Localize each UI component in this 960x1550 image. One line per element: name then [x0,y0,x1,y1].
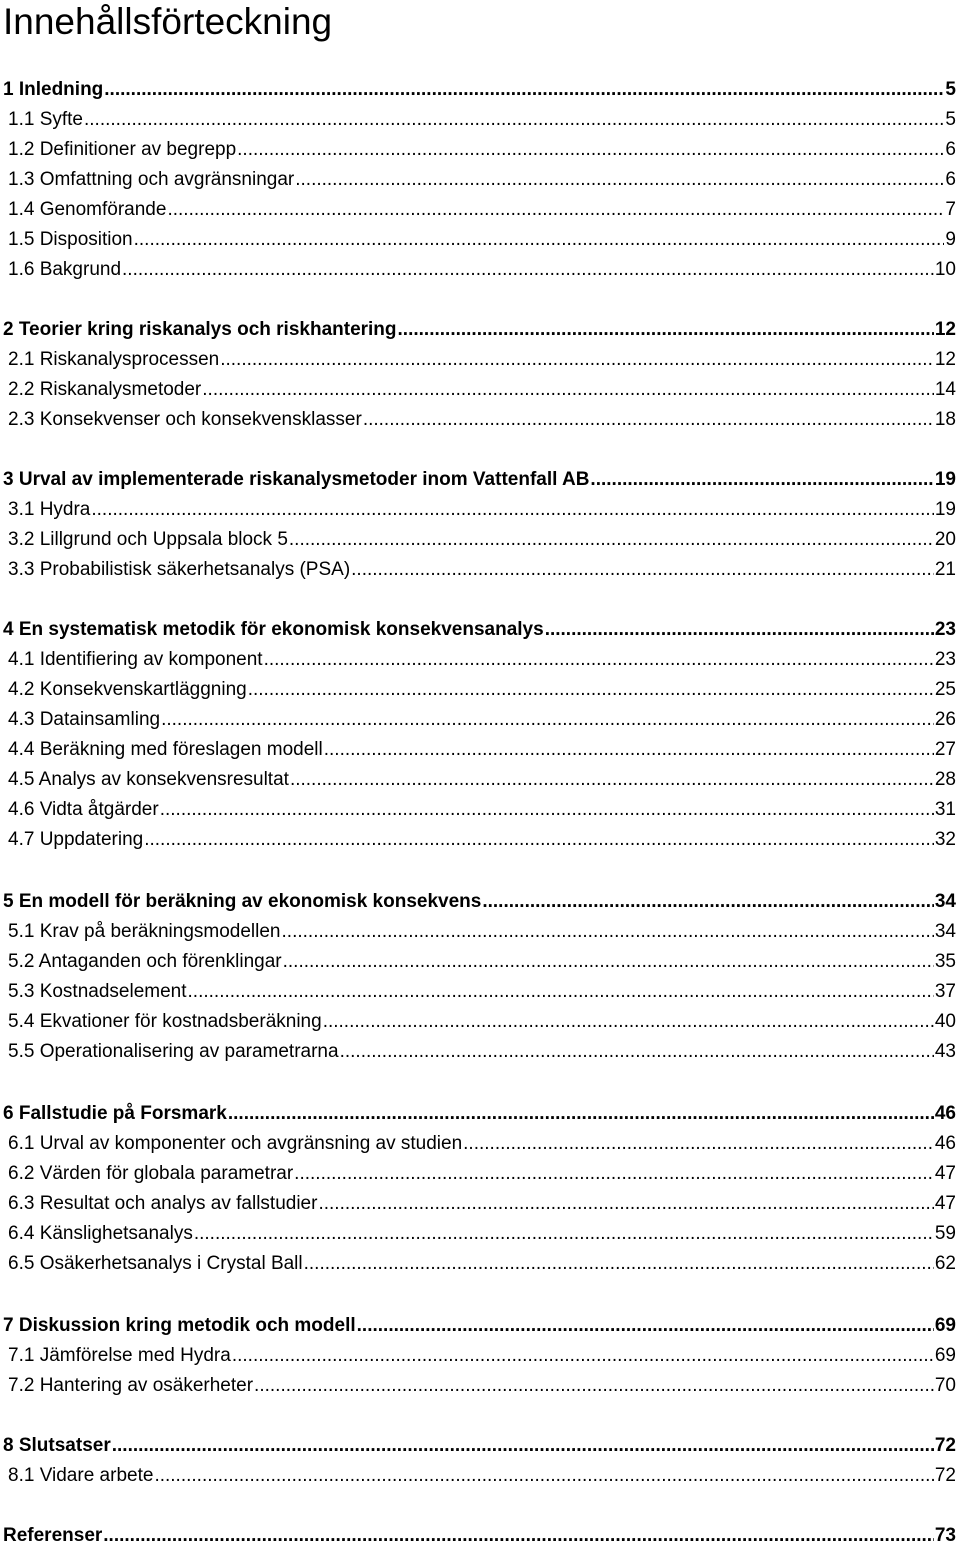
toc-entry-label: 3 Urval av implementerade riskanalysmetoder inom Vattenfall AB [3,469,590,490]
toc-page-number: 26 [934,709,956,730]
toc-section-entry[interactable] [8,526,956,554]
toc-entry-label: 2 Teorier kring riskanalys och riskhantering [3,319,397,340]
toc-chapter-entry[interactable] [3,1432,956,1460]
toc-page-number: 6 [945,139,956,160]
toc-section-entry[interactable] [8,1250,956,1278]
toc-section-entry[interactable] [8,1130,956,1158]
toc-page-number: 12 [934,319,956,340]
toc-leader-dots [590,466,933,494]
toc-section-entry[interactable] [8,226,956,254]
toc-section-entry[interactable] [8,1008,956,1036]
toc-page-number: 31 [934,799,956,820]
toc-entry-label: 1.5 Disposition [8,229,133,250]
toc-page-number: 5 [945,79,956,100]
toc-entry-label: 4.1 Identifiering av komponent [8,649,263,670]
toc-leader-dots [398,316,934,344]
toc-leader-dots [104,76,944,104]
toc-leader-dots [264,646,934,674]
toc-section-entry[interactable] [8,766,956,794]
toc-entry-label: 2.3 Konsekvenser och konsekvensklasser [8,409,362,430]
toc-entry-label: 5.3 Kostnadselement [8,981,187,1002]
toc-chapter-entry[interactable] [3,76,956,104]
toc-page-number: 62 [934,1253,956,1274]
toc-chapter-entry[interactable] [3,1312,956,1340]
toc-section-entry[interactable] [8,1372,956,1400]
toc-entry-label: 1.3 Omfattning och avgränsningar [8,169,295,190]
toc-leader-dots [161,706,934,734]
toc-chapter-entry[interactable] [3,888,956,916]
toc-entry-label: 4.6 Vidta åtgärder [8,799,159,820]
toc-leader-dots [232,1342,934,1370]
toc-page-number: 34 [934,921,956,942]
toc-page-number: 35 [934,951,956,972]
toc-leader-dots [323,1008,934,1036]
toc-page-number: 12 [934,349,956,370]
toc-entry-label: 1.4 Genomförande [8,199,167,220]
toc-page-number: 69 [934,1315,956,1336]
toc-entry-label: 7.1 Jämförelse med Hydra [8,1345,231,1366]
toc-chapter-entry[interactable] [3,1100,956,1128]
toc-section-entry[interactable] [8,136,956,164]
toc-section-entry[interactable] [8,1462,956,1490]
toc-entry-label: 6 Fallstudie på Forsmark [3,1103,227,1124]
toc-page-number: 70 [934,1375,956,1396]
toc-leader-dots [122,256,934,284]
toc-page-number: 25 [934,679,956,700]
toc-page-number: 5 [945,109,956,130]
toc-entry-label: 5.4 Ekvationer för kostnadsberäkning [8,1011,322,1032]
toc-page-number: 18 [934,409,956,430]
toc-entry-label: 7.2 Hantering av osäkerheter [8,1375,254,1396]
toc-entry-label: 4.7 Uppdatering [8,829,144,850]
toc-page-number: 73 [934,1525,956,1546]
toc-page-number: 72 [934,1465,956,1486]
toc-section-entry[interactable] [8,406,956,434]
toc-entry-label: 3.2 Lillgrund och Uppsala block 5 [8,529,288,550]
toc-page-number: 46 [934,1133,956,1154]
toc-page-number: 20 [934,529,956,550]
toc-leader-dots [482,888,934,916]
toc-leader-dots [282,918,934,946]
toc-section-entry[interactable] [8,376,956,404]
toc-leader-dots [84,106,944,134]
toc-leader-dots [363,406,934,434]
toc-entry-label: 5.5 Operationalisering av parametrarna [8,1041,339,1062]
toc-page-number: 47 [934,1163,956,1184]
toc-leader-dots [188,978,934,1006]
toc-section-entry[interactable] [8,646,956,674]
toc-entry-label: 6.5 Osäkerhetsanalys i Crystal Ball [8,1253,303,1274]
toc-leader-dots [160,796,934,824]
toc-leader-dots [91,496,933,524]
toc-leader-dots [357,1312,934,1340]
toc-entry-label: 5.2 Antaganden och förenklingar [8,951,282,972]
toc-chapter-entry[interactable] [3,616,956,644]
toc-page-number: 40 [934,1011,956,1032]
toc-entry-label: 4 En systematisk metodik för ekonomisk konsekvensanalys [3,619,544,640]
toc-page-number: 21 [934,559,956,580]
toc-leader-dots [228,1100,934,1128]
toc-page-number: 14 [934,379,956,400]
toc-entry-label: 5.1 Krav på beräkningsmodellen [8,921,281,942]
toc-section-entry[interactable] [8,948,956,976]
toc-leader-dots [194,1220,934,1248]
toc-leader-dots [340,1038,934,1066]
toc-page-number: 19 [934,469,956,490]
toc-leader-dots [294,1160,934,1188]
toc-leader-dots [202,376,934,404]
toc-section-entry[interactable] [8,1038,956,1066]
toc-section-entry[interactable] [8,496,956,524]
toc-leader-dots [295,166,944,194]
toc-leader-dots [254,1372,934,1400]
toc-entry-label: 5 En modell för beräkning av ekonomisk konsekvens [3,891,482,912]
toc-section-entry[interactable] [8,736,956,764]
toc-leader-dots [324,736,934,764]
toc-leader-dots [289,526,934,554]
toc-page-number: 34 [934,891,956,912]
toc-page-number: 27 [934,739,956,760]
toc-entry-label: 4.3 Datainsamling [8,709,161,730]
toc-entry-label: 2.2 Riskanalysmetoder [8,379,202,400]
toc-page-number: 6 [945,169,956,190]
toc-section-entry[interactable] [8,256,956,284]
toc-page-number: 19 [934,499,956,520]
toc-page-number: 69 [934,1345,956,1366]
toc-leader-dots [318,1190,933,1218]
toc-leader-dots [248,676,934,704]
toc-section-entry[interactable] [8,676,956,704]
toc-leader-dots [220,346,934,374]
toc-chapter-entry[interactable] [3,466,956,494]
toc-entry-label: 1 Inledning [3,79,104,100]
toc-entry-label: Referenser [3,1525,103,1546]
toc-page-number: 7 [945,199,956,220]
toc-entry-label: 4.4 Beräkning med föreslagen modell [8,739,323,760]
toc-entry-label: 1.6 Bakgrund [8,259,122,280]
toc-page-number: 72 [934,1435,956,1456]
toc-section-entry[interactable] [8,1190,956,1218]
toc-section-entry[interactable] [8,106,956,134]
toc-page-number: 46 [934,1103,956,1124]
toc-section-entry[interactable] [8,196,956,224]
toc-entry-label: 4.2 Konsekvenskartläggning [8,679,247,700]
toc-page-number: 32 [934,829,956,850]
toc-page-number: 23 [934,619,956,640]
toc-chapter-entry[interactable] [3,1522,956,1550]
toc-entry-label: 2.1 Riskanalysprocessen [8,349,220,370]
toc-page-number: 28 [934,769,956,790]
toc-leader-dots [167,196,944,224]
toc-section-entry[interactable] [8,1220,956,1248]
toc-section-entry[interactable] [8,1160,956,1188]
page-title: Innehållsförteckning [3,1,333,42]
toc-section-entry[interactable] [8,826,956,854]
toc-entry-label: 6.1 Urval av komponenter och avgränsning av studien [8,1133,463,1154]
toc-leader-dots [112,1432,934,1460]
toc-leader-dots [154,1462,933,1490]
toc-entry-label: 8.1 Vidare arbete [8,1465,154,1486]
toc-section-entry[interactable] [8,166,956,194]
toc-entry-label: 3.3 Probabilistisk säkerhetsanalys (PSA) [8,559,351,580]
toc-leader-dots [463,1130,934,1158]
toc-page-number: 23 [934,649,956,670]
toc-page-number: 47 [934,1193,956,1214]
toc-leader-dots [237,136,944,164]
toc-leader-dots [144,826,934,854]
toc-page-number: 59 [934,1223,956,1244]
toc-page-number: 10 [934,259,956,280]
toc-entry-label: 3.1 Hydra [8,499,91,520]
toc-section-entry[interactable] [8,796,956,824]
toc-leader-dots [290,766,934,794]
toc-chapter-entry[interactable] [3,316,956,344]
toc-section-entry[interactable] [8,918,956,946]
toc-entry-label: 1.1 Syfte [8,109,83,130]
toc-leader-dots [351,556,934,584]
toc-page-number: 9 [945,229,956,250]
toc-entry-label: 8 Slutsatser [3,1435,111,1456]
toc-section-entry[interactable] [8,556,956,584]
toc-section-entry[interactable] [8,346,956,374]
toc-entry-label: 6.2 Värden för globala parametrar [8,1163,294,1184]
toc-entry-label: 4.5 Analys av konsekvensresultat [8,769,289,790]
toc-entry-label: 6.3 Resultat och analys av fallstudier [8,1193,318,1214]
toc-page-number: 43 [934,1041,956,1062]
toc-leader-dots [283,948,934,976]
toc-leader-dots [545,616,934,644]
toc-page-number: 37 [934,981,956,1002]
toc-entry-label: 6.4 Känslighetsanalys [8,1223,193,1244]
toc-section-entry[interactable] [8,978,956,1006]
toc-section-entry[interactable] [8,1342,956,1370]
toc-leader-dots [103,1522,934,1550]
toc-leader-dots [304,1250,934,1278]
toc-entry-label: 1.2 Definitioner av begrepp [8,139,237,160]
toc-entry-label: 7 Diskussion kring metodik och modell [3,1315,356,1336]
toc-section-entry[interactable] [8,706,956,734]
toc-leader-dots [134,226,945,254]
